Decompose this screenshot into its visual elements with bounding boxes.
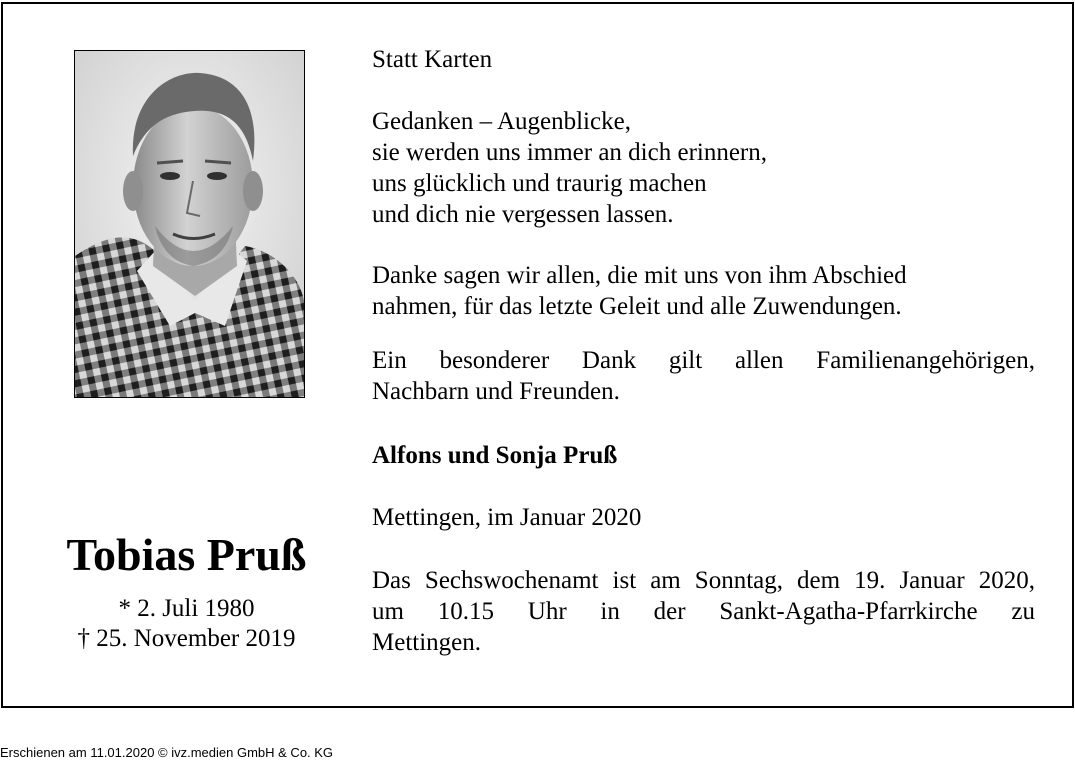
poem	[372, 106, 1035, 230]
birth-date: * 2. Juli 1980	[118, 595, 255, 622]
thanks-paragraph	[372, 260, 1035, 322]
poem-line: Gedanken – Augenblicke,	[372, 108, 631, 135]
special-thanks-paragraph	[372, 345, 1035, 407]
service-line: Mettingen.	[372, 629, 482, 656]
place-date: Mettingen, im Januar 2020	[372, 504, 642, 531]
special-thanks-line: Ein besonderer Dank gilt allen Familienangehörigen,	[372, 347, 1035, 374]
poem-line: und dich nie vergessen lassen.	[372, 201, 674, 228]
poem-line: sie werden uns immer an dich erinnern,	[372, 139, 768, 166]
notice-heading: Statt Karten	[372, 46, 493, 73]
service-line: um 10.15 Uhr in der Sankt-Agatha-Pfarrkirche zu	[372, 598, 1035, 625]
poem-line: uns glücklich und traurig machen	[372, 170, 707, 197]
service-line: Das Sechswochenamt ist am Sonntag, dem 19. Januar 2020,	[372, 567, 1035, 594]
portrait-photo	[74, 50, 305, 398]
service-paragraph	[372, 565, 1035, 658]
publication-credit: Erschienen am 11.01.2020 © ivz.medien GmbH & Co. KG	[0, 745, 334, 760]
special-thanks-line: Nachbarn und Freunden.	[372, 378, 620, 405]
deceased-name: Tobias Pruß	[66, 529, 307, 580]
signatories: Alfons und Sonja Pruß	[372, 442, 618, 469]
thanks-line: nahmen, für das letzte Geleit und alle Zuwendungen.	[372, 293, 902, 320]
death-date: † 25. November 2019	[77, 625, 296, 652]
thanks-line: Danke sagen wir allen, die mit uns von ihm Abschied	[372, 262, 907, 289]
